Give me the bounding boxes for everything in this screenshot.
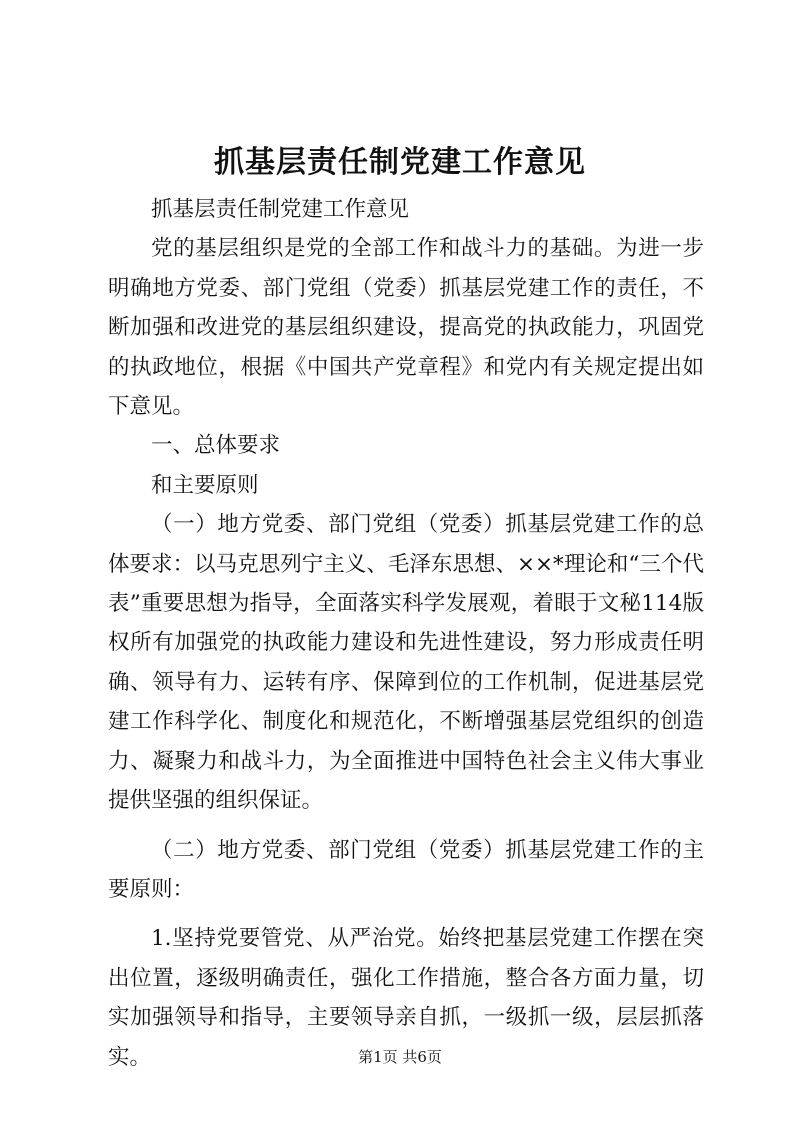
requirements-paragraph: （一）地方党委、部门党组（党委）抓基层党建工作的总体要求：以马克思列宁主义、毛泽东思想、××*理论和“三个代表”重要思想为指导，全面落实科学发展观，着眼于文秘114版权所有加强党的执政能力建设和先进性建设，努力形成责任明确、领导有力、运转有序、保障到位的工作机制，促进基层党建工作科学化、制度化和规范化，不断增强基层党组织的创造力、凝聚力和战斗力，为全面推进中国特色社会主义伟大事业提供坚强的组织保证。 [108,512,704,814]
document-title: 抓基层责任制党建工作意见 [214,145,586,180]
principle-1-paragraph: 1.坚持党要管党、从严治党。始终把基层党建工作摆在突出位置，逐级明确责任，强化工作措施，整合各方面力量，切实加强领导和指导，主要领导亲自抓，一级抓一级，层层抓落实。 [108,926,704,1070]
intro-paragraph: 党的基层组织是党的全部工作和战斗力的基础。为进一步明确地方党委、部门党组（党委）抓基层党建工作的责任，不断加强和改进党的基层组织建设，提高党的执政能力，巩固党的执政地位，根据《中国共产党章程》和党内有关规定提出如下意见。 [108,236,704,420]
section-heading-1-cont: 和主要原则 [151,472,259,498]
document-body [108,190,704,1077]
section-heading-1: 一、总体要求 [151,433,281,459]
subtitle-paragraph: 抓基层责任制党建工作意见 [151,197,410,222]
page-footer: 第1页 共6页 [358,1048,442,1066]
principles-paragraph: （二）地方党委、部门党组（党委）抓基层党建工作的主要原则： [108,837,704,902]
